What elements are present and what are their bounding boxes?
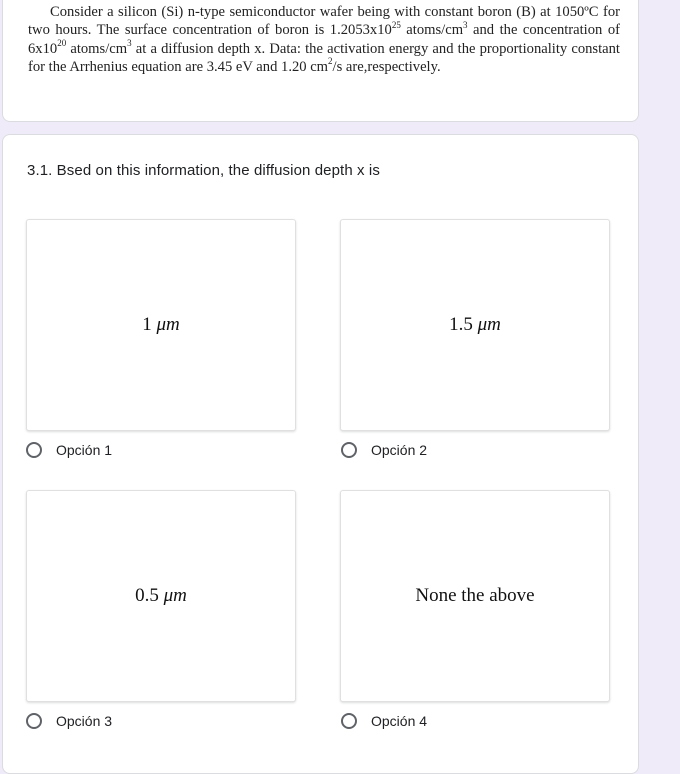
problem-text: atoms/cm (66, 40, 128, 57)
option-3-label: Opción 3 (56, 713, 113, 729)
exponent: 3 (127, 37, 132, 48)
option-1-value: 1 μm (142, 314, 180, 335)
option-2-label: Opción 2 (371, 442, 428, 458)
exponent: 3 (463, 19, 468, 30)
option-4-label: Opción 4 (371, 713, 428, 729)
option-1-image[interactable] (26, 219, 296, 431)
problem-statement (28, 3, 620, 77)
option-1-label: Opción 1 (56, 442, 113, 458)
option-3-image[interactable] (26, 490, 296, 702)
question-title: 3.1. Bsed on this information, the diffusion depth x is (27, 162, 380, 179)
exponent: 25 (391, 19, 401, 30)
option-4-image[interactable] (340, 490, 610, 702)
radio-circle-icon[interactable] (26, 713, 42, 729)
option-3-value: 0.5 μm (135, 585, 187, 606)
radio-circle-icon[interactable] (341, 713, 357, 729)
question-card (2, 134, 639, 774)
radio-circle-icon[interactable] (341, 442, 357, 458)
problem-text: and the concentration of 6x10 (28, 22, 620, 57)
problem-text: Consider a silicon (Si) n-type semiconductor wafer being with constant boron (B) at 1050ºC for two hours. The surface concentration of boron is 1.2053x10 (28, 4, 620, 39)
option-2-image[interactable] (340, 219, 610, 431)
problem-text: atoms/cm (400, 22, 464, 39)
problem-text: at a diffusion depth x. Data: the activation energy and the proportionality constant for the Arrhenius equation are 3.45 eV and 1.20 cm (28, 40, 620, 76)
problem-text: /s are,respectively. (332, 59, 441, 76)
option-4-radio[interactable] (341, 713, 427, 729)
option-1-radio[interactable] (26, 442, 112, 458)
option-3-radio[interactable] (26, 713, 112, 729)
radio-circle-icon[interactable] (26, 442, 42, 458)
problem-card (2, 0, 639, 122)
option-2-radio[interactable] (341, 442, 427, 458)
exponent: 2 (328, 56, 333, 67)
option-2-value: 1.5 μm (449, 314, 501, 335)
exponent: 20 (57, 37, 67, 48)
option-4-value: None the above (415, 585, 535, 606)
